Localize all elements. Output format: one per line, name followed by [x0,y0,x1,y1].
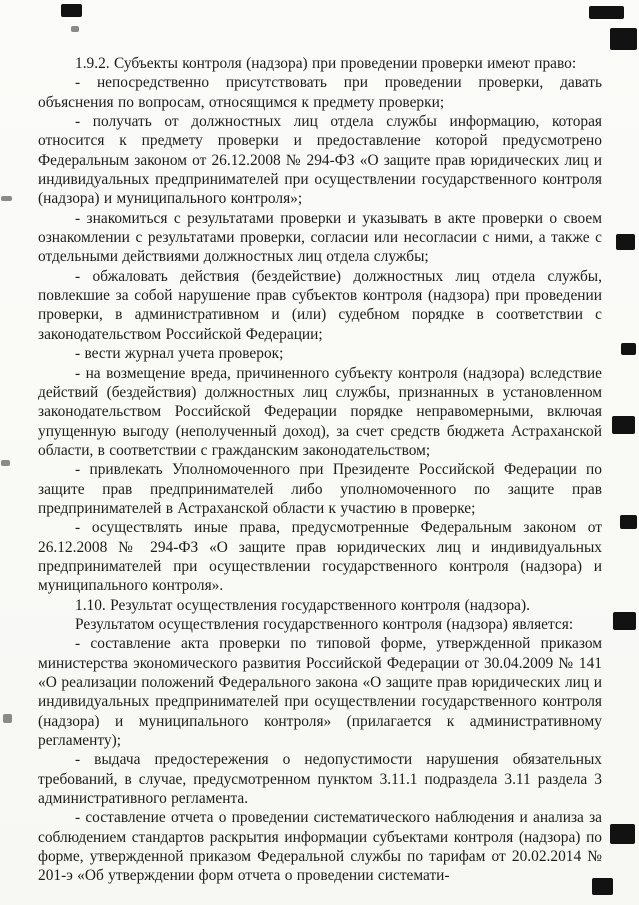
paragraph: - обжаловать действия (бездействие) должностных лиц отдела службы, повлекшие за собой нарушение прав субъектов контроля (надзора) при проведении проверки, в административном и (или) судебном порядке в соответствии с законодательством Российской Федерации; [38,267,602,343]
paragraph: - получать от должностных лиц отдела службы информацию, которая относится к предмету проверки и предоставление которой предусмотрено Федеральным законом от 26.12.2008 № 294-ФЗ «О защите прав юридических лиц и индивидуальных предпринимателей при осуществлении государственного контроля (надзора) и муниципального контроля»; [38,113,602,208]
paragraph: - выдача предостережения о недопустимости нарушения обязательных требований, в случае, предусмотренном пунктом 3.11.1 подраздела 3.11 раздела 3 административного регламента. [38,751,602,808]
document-body [38,54,602,886]
paragraph: - составление акта проверки по типовой форме, утвержденной приказом министерства экономического развития Российской Федерации от 30.04.2009 № 141 «О реализации положений Федерального закона «О защите прав юридических лиц и индивидуальных предпринимателей при осуществлении государственного контроля (надзора) и муниципального контроля» (прилагается к административному регламенту); [38,635,602,750]
paragraph: - на возмещение вреда, причиненного субъекту контроля (надзора) вследствие действий (бездействия) должностных лиц службы, признанных в установленном законодательством Российской Федерации порядке неправомерными, включая упущенную выгоду (неполученный доход), за счет средств бюджета Астраханской области, в соответствии с гражданским законодательством; [38,364,602,459]
paragraph: Результатом осуществления государственного контроля (надзора) является: [75,615,574,633]
paragraph: - вести журнал учета проверок; [75,345,284,363]
paragraph: - осуществлять иные права, предусмотренные Федеральным законом от 26.12.2008 № 294-ФЗ «О защите прав юридических лиц и индивидуальных предпринимателей при осуществлении государственного контроля (надзора) и муниципального контроля». [38,519,602,595]
scan-artifact-mark [621,343,636,355]
scan-artifact-mark [61,4,82,17]
scan-artifact-mark [592,878,613,895]
paragraph: 1.10. Результат осуществления государственного контроля (надзора). [75,596,530,614]
paragraph: - знакомиться с результатами проверки и указывать в акте проверки о своем ознакомлении с результатами проверки, согласии или несогласии с ними, а также с отдельными действиями должностных лиц отдела службы; [38,209,602,266]
scan-artifact-mark [610,824,635,844]
scan-artifact-mark [616,234,635,250]
scan-artifact-mark [612,416,635,434]
scan-artifact-mark [3,714,12,723]
paragraph: - привлекать Уполномоченного при Президенте Российской Федерации по защите прав предпринимателей либо уполномоченного по защите прав предпринимателей в Астраханской области к участию в проверке; [38,461,602,517]
scan-artifact-mark [589,6,624,19]
paragraph: - составление отчета о проведении систематического наблюдения и анализа за соблюдением стандартов раскрытия информации субъектами контроля (надзора) по форме, утвержденной приказом Федеральной службы по тарифам от 20.02.2014 № 201-э «Об утверждении форм отчета о проведении системати- [38,809,602,885]
paragraph: - непосредственно присутствовать при проведении проверки, давать объяснения по вопросам, относящимся к предмету проверки; [38,74,602,111]
scan-artifact-mark [1,460,10,466]
paragraph: 1.9.2. Субъекты контроля (надзора) при проведении проверки имеют право: [75,55,577,72]
scan-artifact-mark [610,28,637,50]
scan-artifact-mark [620,515,637,529]
scan-artifact-mark [71,26,79,32]
scan-artifact-mark [613,612,636,630]
scan-artifact-mark [1,196,12,201]
